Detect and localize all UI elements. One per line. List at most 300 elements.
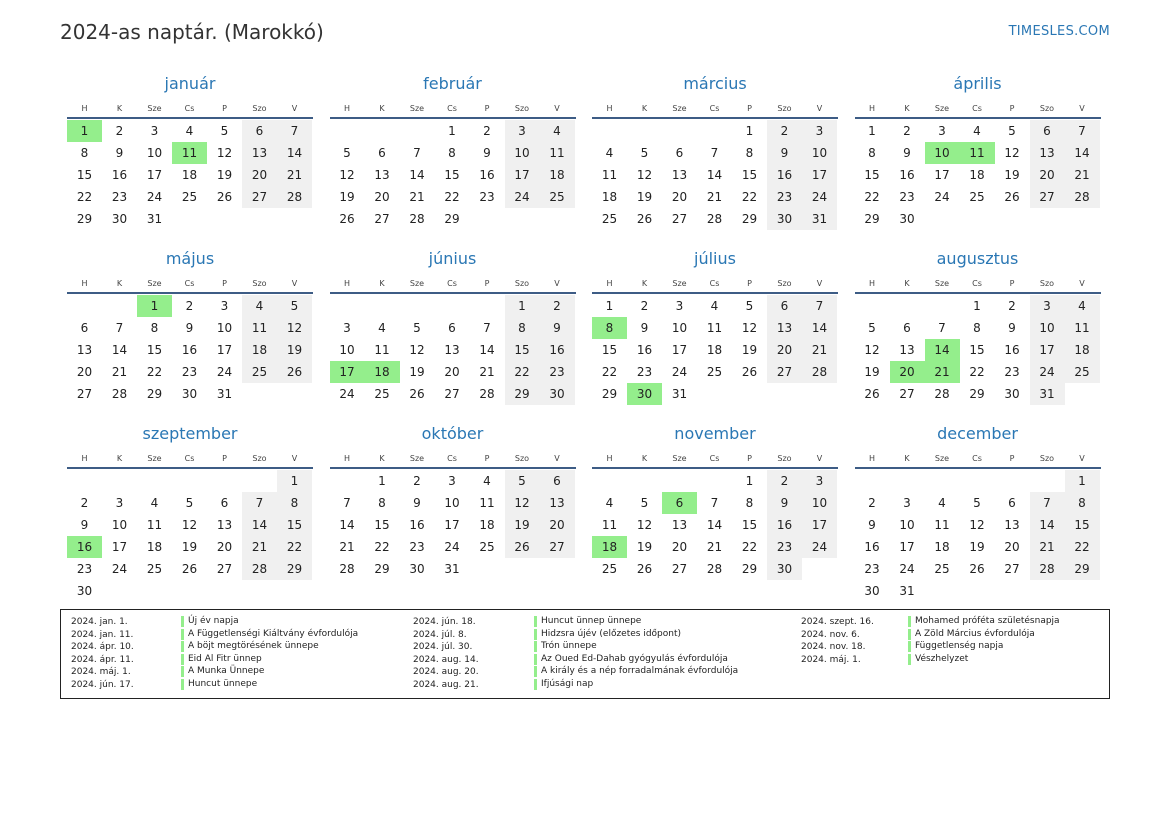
- day-cell[interactable]: 9: [767, 142, 802, 164]
- day-cell[interactable]: 15: [146, 343, 163, 357]
- day-cell[interactable]: 6: [220, 496, 229, 510]
- day-cell[interactable]: 2: [767, 120, 802, 142]
- day-cell[interactable]: 21: [802, 339, 837, 361]
- day-cell[interactable]: 19: [339, 190, 355, 204]
- day-cell[interactable]: 27: [540, 536, 575, 558]
- day-cell[interactable]: 29: [76, 212, 93, 226]
- day-cell[interactable]: 11: [242, 317, 277, 339]
- day-cell[interactable]: 4: [540, 120, 575, 142]
- day-cell[interactable]: 27: [242, 186, 277, 208]
- day-cell[interactable]: 12: [339, 168, 355, 182]
- day-cell[interactable]: 8: [505, 317, 540, 339]
- day-cell[interactable]: 6: [448, 321, 456, 335]
- day-cell[interactable]: 30: [76, 584, 93, 598]
- day-cell[interactable]: 9: [767, 492, 802, 514]
- day-cell[interactable]: 31: [1030, 383, 1065, 405]
- day-cell[interactable]: 30: [181, 387, 198, 401]
- day-cell[interactable]: 2: [483, 124, 491, 138]
- day-cell[interactable]: 9: [540, 317, 575, 339]
- day-cell[interactable]: 28: [802, 361, 837, 383]
- day-cell[interactable]: 19: [864, 365, 880, 379]
- day-cell[interactable]: 11: [374, 343, 390, 357]
- day-cell[interactable]: 18: [706, 343, 723, 357]
- day-cell[interactable]: 15: [864, 168, 880, 182]
- day-cell[interactable]: 18: [969, 168, 985, 182]
- day-cell[interactable]: 24: [934, 190, 950, 204]
- day-cell[interactable]: 29: [741, 562, 758, 576]
- day-cell[interactable]: 19: [741, 343, 758, 357]
- day-cell[interactable]: 11: [934, 518, 950, 532]
- day-cell[interactable]: 13: [1004, 518, 1020, 532]
- day-cell[interactable]: 26: [277, 361, 312, 383]
- day-cell[interactable]: 12: [636, 518, 653, 532]
- day-cell[interactable]: 8: [1065, 492, 1100, 514]
- day-cell[interactable]: 23: [899, 190, 915, 204]
- day-cell[interactable]: 31: [671, 387, 688, 401]
- day-cell[interactable]: 20: [540, 514, 575, 536]
- day-cell[interactable]: 21: [277, 164, 312, 186]
- day-cell[interactable]: 13: [899, 343, 915, 357]
- day-cell[interactable]: 9: [115, 146, 124, 160]
- day-cell[interactable]: 24: [111, 562, 128, 576]
- day-cell[interactable]: 16: [181, 343, 198, 357]
- day-cell[interactable]: 24: [802, 536, 837, 558]
- day-cell[interactable]: 15: [1065, 514, 1100, 536]
- day-cell[interactable]: 24: [671, 365, 688, 379]
- day-cell[interactable]: 28: [111, 387, 128, 401]
- day-cell[interactable]: 28: [706, 212, 723, 226]
- day-cell[interactable]: 22: [505, 361, 540, 383]
- day-cell[interactable]: 28: [409, 212, 425, 226]
- day-cell[interactable]: 3: [802, 120, 837, 142]
- day-cell[interactable]: 19: [1004, 168, 1020, 182]
- day-cell[interactable]: 28: [479, 387, 495, 401]
- day-cell[interactable]: 9: [483, 146, 491, 160]
- day-cell[interactable]: 19: [636, 190, 653, 204]
- day-cell[interactable]: 29: [741, 212, 758, 226]
- day-cell[interactable]: 27: [671, 212, 688, 226]
- day-cell[interactable]: 23: [864, 562, 880, 576]
- day-cell[interactable]: 19: [181, 540, 198, 554]
- holiday-day-cell[interactable]: 11: [960, 142, 995, 164]
- holiday-day-cell[interactable]: 20: [890, 361, 925, 383]
- day-cell[interactable]: 8: [868, 146, 876, 160]
- day-cell[interactable]: 29: [601, 387, 618, 401]
- day-cell[interactable]: 2: [640, 299, 649, 313]
- day-cell[interactable]: 5: [277, 295, 312, 317]
- day-cell[interactable]: 26: [339, 212, 355, 226]
- day-cell[interactable]: 29: [969, 387, 985, 401]
- day-cell[interactable]: 2: [413, 474, 421, 488]
- day-cell[interactable]: 19: [277, 339, 312, 361]
- day-cell[interactable]: 26: [1004, 190, 1020, 204]
- day-cell[interactable]: 17: [802, 514, 837, 536]
- day-cell[interactable]: 16: [479, 168, 495, 182]
- day-cell[interactable]: 20: [1030, 164, 1065, 186]
- day-cell[interactable]: 20: [444, 365, 460, 379]
- day-cell[interactable]: 15: [601, 343, 618, 357]
- day-cell[interactable]: 26: [864, 387, 880, 401]
- day-cell[interactable]: 15: [969, 343, 985, 357]
- day-cell[interactable]: 31: [444, 562, 460, 576]
- day-cell[interactable]: 29: [864, 212, 880, 226]
- day-cell[interactable]: 17: [216, 343, 233, 357]
- day-cell[interactable]: 27: [374, 212, 390, 226]
- day-cell[interactable]: 4: [242, 295, 277, 317]
- day-cell[interactable]: 2: [903, 124, 911, 138]
- day-cell[interactable]: 9: [868, 518, 876, 532]
- day-cell[interactable]: 12: [969, 518, 985, 532]
- day-cell[interactable]: 19: [216, 168, 233, 182]
- day-cell[interactable]: 25: [479, 540, 495, 554]
- day-cell[interactable]: 14: [1065, 142, 1100, 164]
- day-cell[interactable]: 22: [1065, 536, 1100, 558]
- day-cell[interactable]: 18: [601, 190, 618, 204]
- day-cell[interactable]: 12: [181, 518, 198, 532]
- day-cell[interactable]: 4: [185, 124, 194, 138]
- day-cell[interactable]: 16: [409, 518, 425, 532]
- day-cell[interactable]: 22: [444, 190, 460, 204]
- day-cell[interactable]: 12: [1004, 146, 1020, 160]
- day-cell[interactable]: 12: [636, 168, 653, 182]
- day-cell[interactable]: 11: [706, 321, 723, 335]
- day-cell[interactable]: 17: [111, 540, 128, 554]
- day-cell[interactable]: 2: [115, 124, 124, 138]
- day-cell[interactable]: 29: [1065, 558, 1100, 580]
- day-cell[interactable]: 14: [706, 168, 723, 182]
- day-cell[interactable]: 27: [671, 562, 688, 576]
- day-cell[interactable]: 16: [767, 164, 802, 186]
- day-cell[interactable]: 7: [277, 120, 312, 142]
- holiday-day-cell[interactable]: 17: [330, 361, 365, 383]
- day-cell[interactable]: 13: [374, 168, 390, 182]
- day-cell[interactable]: 5: [343, 146, 351, 160]
- day-cell[interactable]: 17: [146, 168, 163, 182]
- day-cell[interactable]: 6: [1030, 120, 1065, 142]
- day-cell[interactable]: 7: [115, 321, 124, 335]
- day-cell[interactable]: 30: [1004, 387, 1020, 401]
- day-cell[interactable]: 26: [636, 562, 653, 576]
- day-cell[interactable]: 25: [374, 387, 390, 401]
- day-cell[interactable]: 4: [973, 124, 981, 138]
- day-cell[interactable]: 16: [636, 343, 653, 357]
- day-cell[interactable]: 10: [339, 343, 355, 357]
- day-cell[interactable]: 20: [242, 164, 277, 186]
- day-cell[interactable]: 12: [277, 317, 312, 339]
- day-cell[interactable]: 4: [605, 146, 614, 160]
- day-cell[interactable]: 24: [802, 186, 837, 208]
- day-cell[interactable]: 23: [409, 540, 425, 554]
- day-cell[interactable]: 8: [378, 496, 386, 510]
- day-cell[interactable]: 24: [444, 540, 460, 554]
- day-cell[interactable]: 28: [1065, 186, 1100, 208]
- day-cell[interactable]: 4: [938, 496, 946, 510]
- day-cell[interactable]: 23: [479, 190, 495, 204]
- day-cell[interactable]: 22: [741, 540, 758, 554]
- day-cell[interactable]: 15: [741, 168, 758, 182]
- day-cell[interactable]: 29: [374, 562, 390, 576]
- day-cell[interactable]: 28: [339, 562, 355, 576]
- day-cell[interactable]: 3: [505, 120, 540, 142]
- day-cell[interactable]: 5: [413, 321, 421, 335]
- day-cell[interactable]: 10: [216, 321, 233, 335]
- day-cell[interactable]: 6: [540, 470, 575, 492]
- day-cell[interactable]: 9: [903, 146, 911, 160]
- holiday-day-cell[interactable]: 18: [365, 361, 400, 383]
- day-cell[interactable]: 4: [1065, 295, 1100, 317]
- day-cell[interactable]: 9: [1008, 321, 1016, 335]
- day-cell[interactable]: 23: [636, 365, 653, 379]
- day-cell[interactable]: 24: [899, 562, 915, 576]
- day-cell[interactable]: 21: [706, 190, 723, 204]
- day-cell[interactable]: 15: [741, 518, 758, 532]
- day-cell[interactable]: 3: [150, 124, 159, 138]
- day-cell[interactable]: 28: [934, 387, 950, 401]
- day-cell[interactable]: 27: [444, 387, 460, 401]
- day-cell[interactable]: 22: [277, 536, 312, 558]
- day-cell[interactable]: 14: [1030, 514, 1065, 536]
- day-cell[interactable]: 3: [115, 496, 124, 510]
- day-cell[interactable]: 30: [767, 208, 802, 230]
- day-cell[interactable]: 23: [767, 186, 802, 208]
- day-cell[interactable]: 5: [505, 470, 540, 492]
- day-cell[interactable]: 10: [1030, 317, 1065, 339]
- day-cell[interactable]: 3: [220, 299, 229, 313]
- day-cell[interactable]: 10: [505, 142, 540, 164]
- day-cell[interactable]: 25: [540, 186, 575, 208]
- day-cell[interactable]: 1: [745, 124, 754, 138]
- day-cell[interactable]: 6: [767, 295, 802, 317]
- day-cell[interactable]: 1: [973, 299, 981, 313]
- holiday-day-cell[interactable]: 8: [592, 317, 627, 339]
- holiday-day-cell[interactable]: 1: [67, 120, 102, 142]
- day-cell[interactable]: 16: [111, 168, 128, 182]
- day-cell[interactable]: 14: [802, 317, 837, 339]
- day-cell[interactable]: 20: [76, 365, 93, 379]
- day-cell[interactable]: 9: [640, 321, 649, 335]
- day-cell[interactable]: 20: [671, 540, 688, 554]
- day-cell[interactable]: 12: [409, 343, 425, 357]
- day-cell[interactable]: 23: [76, 562, 93, 576]
- day-cell[interactable]: 24: [339, 387, 355, 401]
- day-cell[interactable]: 29: [146, 387, 163, 401]
- day-cell[interactable]: 9: [413, 496, 421, 510]
- day-cell[interactable]: 21: [409, 190, 425, 204]
- day-cell[interactable]: 27: [216, 562, 233, 576]
- day-cell[interactable]: 23: [111, 190, 128, 204]
- day-cell[interactable]: 10: [899, 518, 915, 532]
- day-cell[interactable]: 10: [146, 146, 163, 160]
- day-cell[interactable]: 13: [76, 343, 93, 357]
- day-cell[interactable]: 3: [675, 299, 684, 313]
- day-cell[interactable]: 12: [216, 146, 233, 160]
- day-cell[interactable]: 15: [444, 168, 460, 182]
- day-cell[interactable]: 21: [339, 540, 355, 554]
- day-cell[interactable]: 14: [706, 518, 723, 532]
- day-cell[interactable]: 13: [671, 518, 688, 532]
- day-cell[interactable]: 25: [181, 190, 198, 204]
- day-cell[interactable]: 23: [540, 361, 575, 383]
- day-cell[interactable]: 10: [444, 496, 460, 510]
- day-cell[interactable]: 14: [277, 142, 312, 164]
- holiday-day-cell[interactable]: 11: [172, 142, 207, 164]
- day-cell[interactable]: 3: [938, 124, 946, 138]
- day-cell[interactable]: 25: [934, 562, 950, 576]
- day-cell[interactable]: 13: [444, 343, 460, 357]
- day-cell[interactable]: 26: [969, 562, 985, 576]
- day-cell[interactable]: 21: [706, 540, 723, 554]
- day-cell[interactable]: 14: [339, 518, 355, 532]
- day-cell[interactable]: 25: [706, 365, 723, 379]
- day-cell[interactable]: 27: [899, 387, 915, 401]
- day-cell[interactable]: 1: [868, 124, 876, 138]
- day-cell[interactable]: 31: [899, 584, 915, 598]
- day-cell[interactable]: 13: [242, 142, 277, 164]
- day-cell[interactable]: 27: [1030, 186, 1065, 208]
- day-cell[interactable]: 25: [146, 562, 163, 576]
- day-cell[interactable]: 24: [216, 365, 233, 379]
- day-cell[interactable]: 28: [242, 558, 277, 580]
- day-cell[interactable]: 30: [899, 212, 915, 226]
- day-cell[interactable]: 1: [378, 474, 386, 488]
- day-cell[interactable]: 18: [540, 164, 575, 186]
- day-cell[interactable]: 15: [76, 168, 93, 182]
- day-cell[interactable]: 10: [802, 142, 837, 164]
- day-cell[interactable]: 30: [540, 383, 575, 405]
- day-cell[interactable]: 21: [1030, 536, 1065, 558]
- day-cell[interactable]: 7: [1030, 492, 1065, 514]
- day-cell[interactable]: 13: [671, 168, 688, 182]
- day-cell[interactable]: 15: [505, 339, 540, 361]
- day-cell[interactable]: 5: [1008, 124, 1016, 138]
- day-cell[interactable]: 7: [343, 496, 351, 510]
- day-cell[interactable]: 20: [671, 190, 688, 204]
- day-cell[interactable]: 15: [374, 518, 390, 532]
- day-cell[interactable]: 5: [868, 321, 876, 335]
- day-cell[interactable]: 23: [767, 536, 802, 558]
- day-cell[interactable]: 17: [1030, 339, 1065, 361]
- day-cell[interactable]: 18: [146, 540, 163, 554]
- day-cell[interactable]: 4: [710, 299, 719, 313]
- day-cell[interactable]: 27: [767, 361, 802, 383]
- day-cell[interactable]: 21: [111, 365, 128, 379]
- holiday-day-cell[interactable]: 30: [627, 383, 662, 405]
- day-cell[interactable]: 23: [1004, 365, 1020, 379]
- day-cell[interactable]: 30: [409, 562, 425, 576]
- day-cell[interactable]: 1: [505, 295, 540, 317]
- day-cell[interactable]: 22: [146, 365, 163, 379]
- day-cell[interactable]: 2: [540, 295, 575, 317]
- day-cell[interactable]: 13: [1030, 142, 1065, 164]
- day-cell[interactable]: 14: [242, 514, 277, 536]
- day-cell[interactable]: 22: [601, 365, 618, 379]
- day-cell[interactable]: 9: [80, 518, 89, 532]
- holiday-day-cell[interactable]: 21: [925, 361, 960, 383]
- day-cell[interactable]: 20: [767, 339, 802, 361]
- day-cell[interactable]: 26: [181, 562, 198, 576]
- day-cell[interactable]: 7: [710, 496, 719, 510]
- holiday-day-cell[interactable]: 16: [67, 536, 102, 558]
- day-cell[interactable]: 8: [745, 496, 754, 510]
- holiday-day-cell[interactable]: 18: [592, 536, 627, 558]
- day-cell[interactable]: 4: [605, 496, 614, 510]
- day-cell[interactable]: 19: [969, 540, 985, 554]
- day-cell[interactable]: 22: [374, 540, 390, 554]
- day-cell[interactable]: 5: [640, 146, 649, 160]
- day-cell[interactable]: 12: [741, 321, 758, 335]
- day-cell[interactable]: 11: [479, 496, 495, 510]
- day-cell[interactable]: 6: [675, 146, 684, 160]
- day-cell[interactable]: 16: [540, 339, 575, 361]
- day-cell[interactable]: 14: [409, 168, 425, 182]
- day-cell[interactable]: 10: [671, 321, 688, 335]
- day-cell[interactable]: 6: [80, 321, 89, 335]
- day-cell[interactable]: 28: [277, 186, 312, 208]
- day-cell[interactable]: 4: [150, 496, 159, 510]
- day-cell[interactable]: 2: [1008, 299, 1016, 313]
- day-cell[interactable]: 6: [378, 146, 386, 160]
- day-cell[interactable]: 16: [864, 540, 880, 554]
- day-cell[interactable]: 6: [1008, 496, 1016, 510]
- day-cell[interactable]: 27: [1004, 562, 1020, 576]
- day-cell[interactable]: 8: [448, 146, 456, 160]
- day-cell[interactable]: 5: [640, 496, 649, 510]
- day-cell[interactable]: 29: [444, 212, 460, 226]
- day-cell[interactable]: 25: [601, 562, 618, 576]
- day-cell[interactable]: 3: [1030, 295, 1065, 317]
- day-cell[interactable]: 24: [505, 186, 540, 208]
- day-cell[interactable]: 28: [1030, 558, 1065, 580]
- day-cell[interactable]: 22: [741, 190, 758, 204]
- day-cell[interactable]: 19: [636, 540, 653, 554]
- day-cell[interactable]: 16: [767, 514, 802, 536]
- day-cell[interactable]: 11: [540, 142, 575, 164]
- day-cell[interactable]: 24: [146, 190, 163, 204]
- day-cell[interactable]: 5: [220, 124, 229, 138]
- day-cell[interactable]: 8: [973, 321, 981, 335]
- day-cell[interactable]: 1: [605, 299, 614, 313]
- day-cell[interactable]: 13: [767, 317, 802, 339]
- day-cell[interactable]: 18: [181, 168, 198, 182]
- day-cell[interactable]: 17: [505, 164, 540, 186]
- holiday-day-cell[interactable]: 6: [662, 492, 697, 514]
- day-cell[interactable]: 11: [601, 168, 618, 182]
- day-cell[interactable]: 22: [864, 190, 880, 204]
- day-cell[interactable]: 7: [483, 321, 491, 335]
- day-cell[interactable]: 26: [636, 212, 653, 226]
- day-cell[interactable]: 7: [710, 146, 719, 160]
- day-cell[interactable]: 1: [745, 474, 754, 488]
- day-cell[interactable]: 7: [242, 492, 277, 514]
- day-cell[interactable]: 7: [802, 295, 837, 317]
- day-cell[interactable]: 14: [111, 343, 128, 357]
- day-cell[interactable]: 30: [767, 558, 802, 580]
- day-cell[interactable]: 11: [146, 518, 163, 532]
- day-cell[interactable]: 12: [505, 492, 540, 514]
- day-cell[interactable]: 1: [277, 470, 312, 492]
- day-cell[interactable]: 21: [1065, 164, 1100, 186]
- day-cell[interactable]: 7: [1065, 120, 1100, 142]
- day-cell[interactable]: 25: [1065, 361, 1100, 383]
- day-cell[interactable]: 7: [938, 321, 946, 335]
- day-cell[interactable]: 26: [409, 387, 425, 401]
- day-cell[interactable]: 19: [409, 365, 425, 379]
- day-cell[interactable]: 3: [448, 474, 456, 488]
- day-cell[interactable]: 2: [767, 470, 802, 492]
- day-cell[interactable]: 17: [899, 540, 915, 554]
- day-cell[interactable]: 2: [868, 496, 876, 510]
- day-cell[interactable]: 3: [903, 496, 911, 510]
